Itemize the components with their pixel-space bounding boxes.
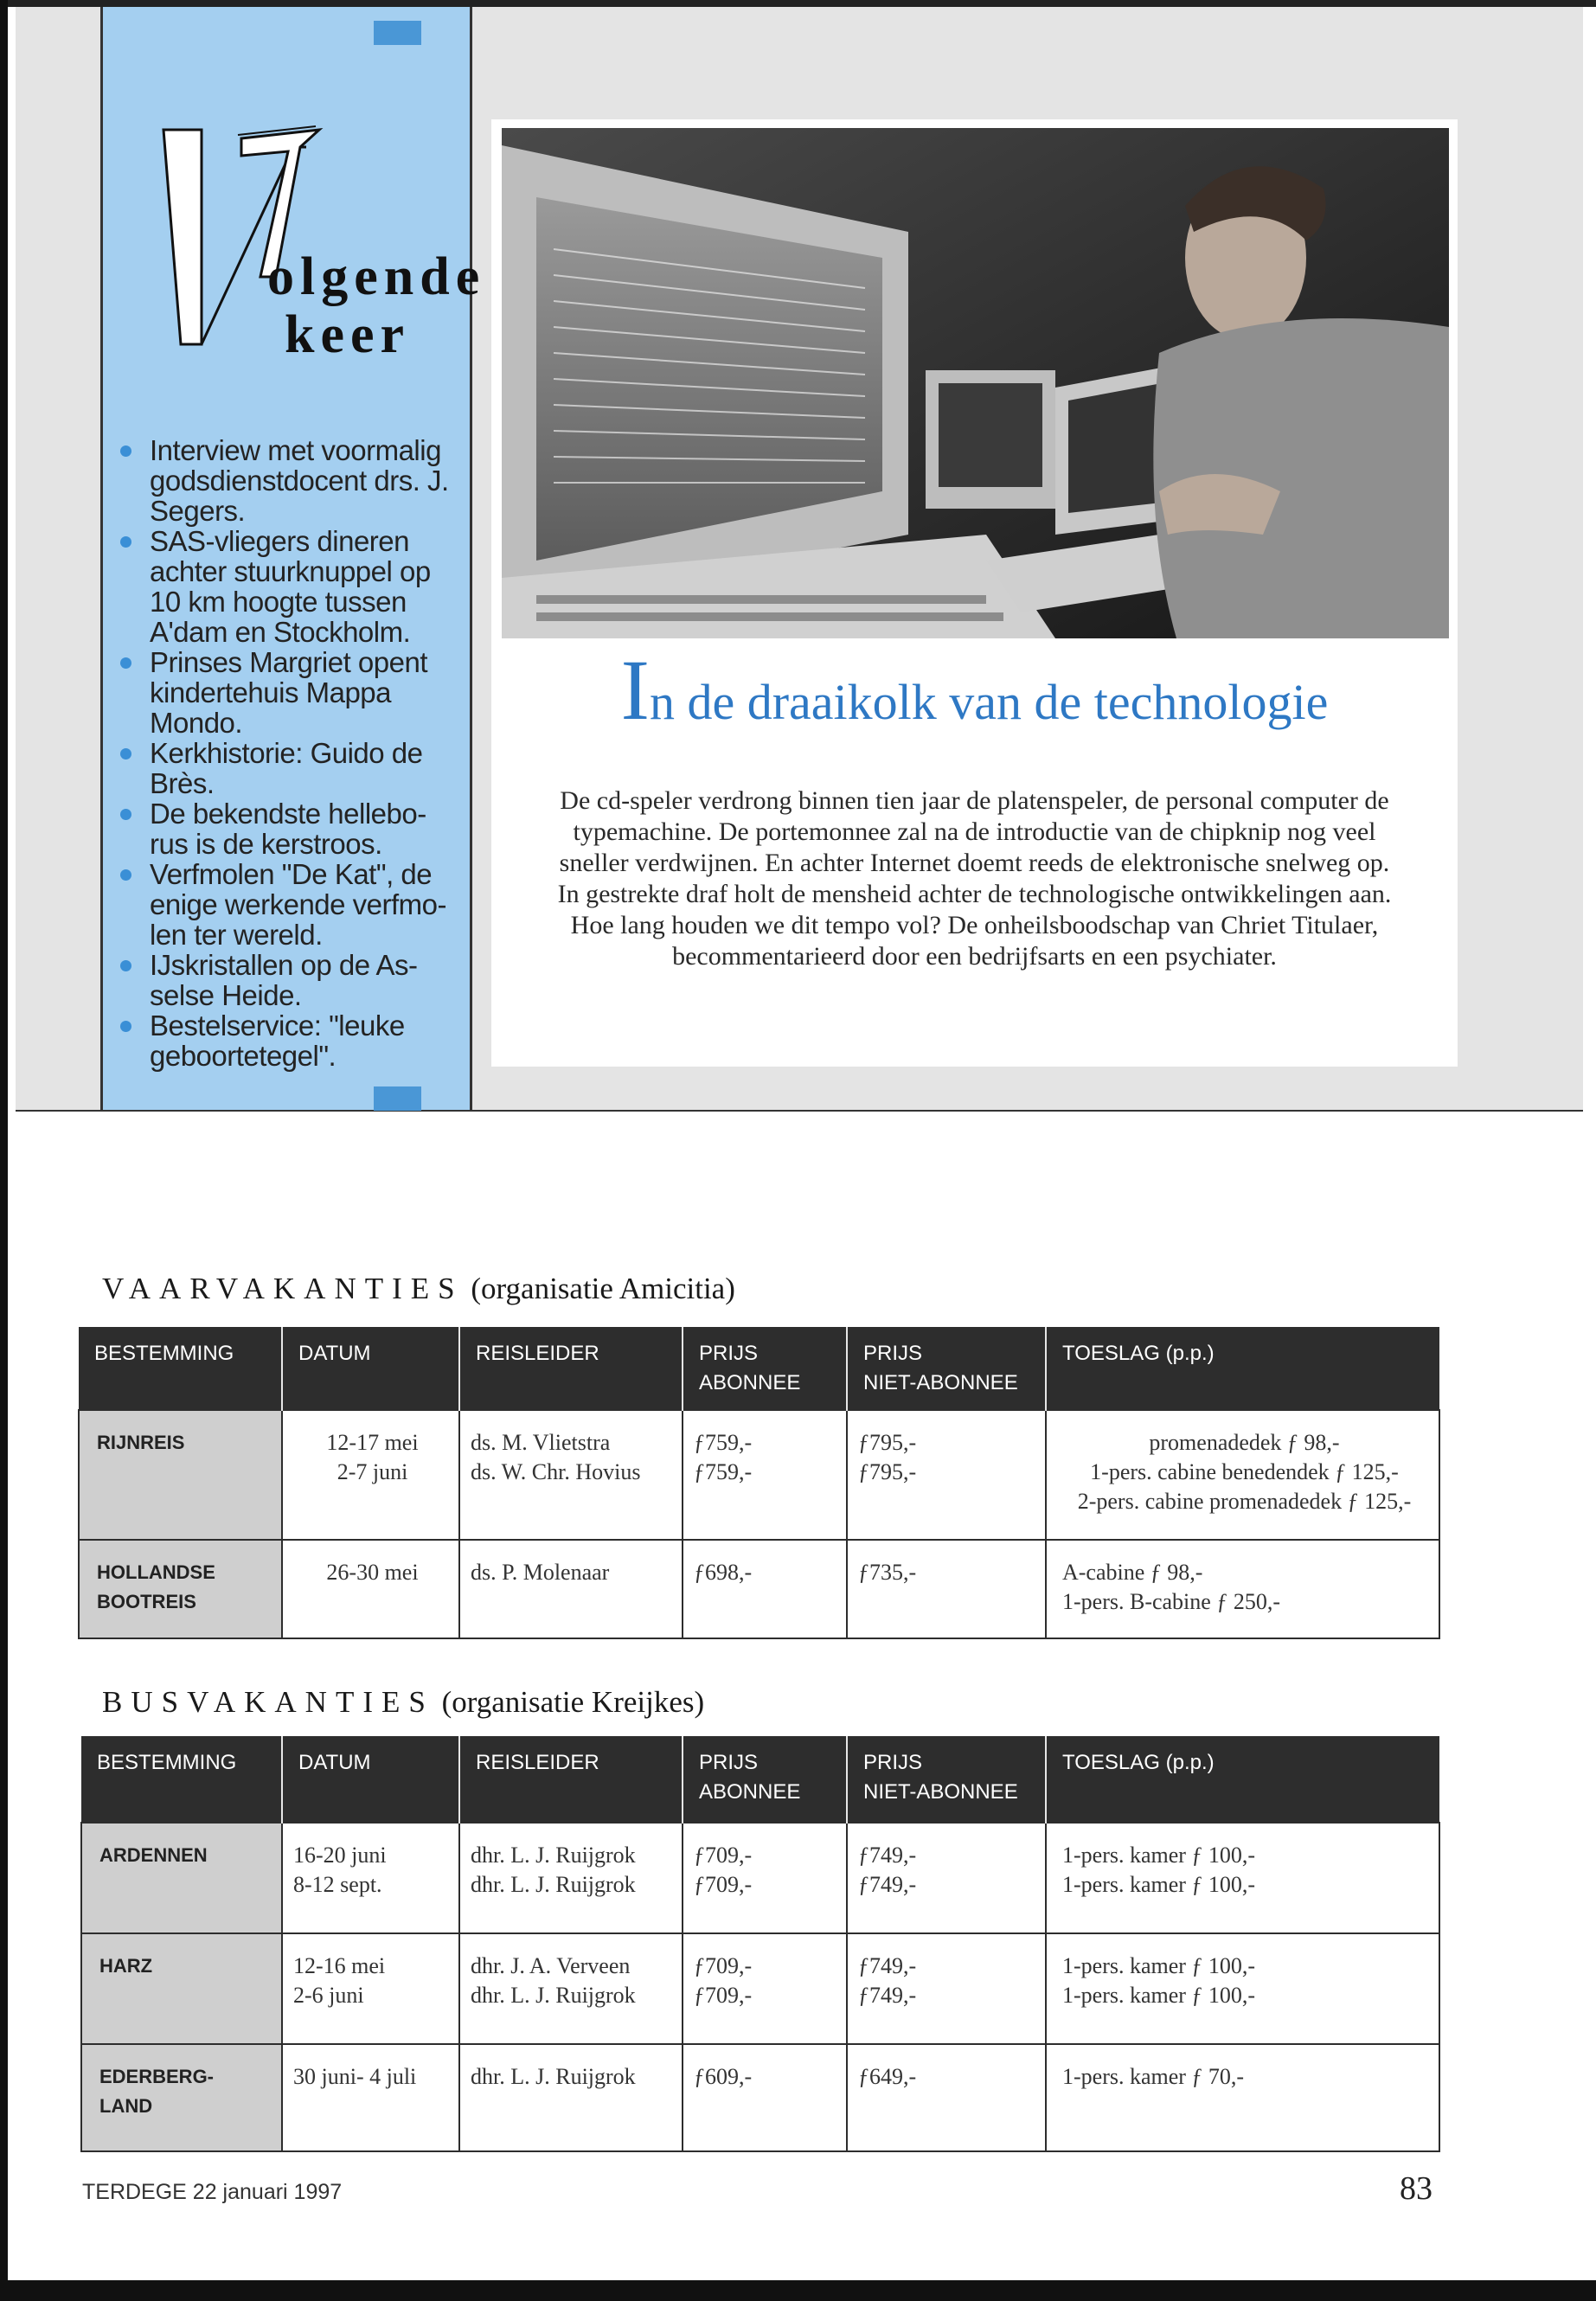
bullet-icon bbox=[120, 445, 131, 457]
list-item: Bestelservice: "leuke geboortetegel". bbox=[119, 1010, 465, 1071]
table-row bbox=[81, 1823, 1439, 1933]
article-intro: De cd-speler verdrong binnen tien jaar de platenspeler, de personal computer de typemachine. De portemonnee zal na de introductie van de chipknip nog veel sneller verdwijnen. En achter Internet doemt reeds de elektronische snelweg op. In gestrekte draf holt de mensheid achter de technologische ontwikkelingen aan. Hoe lang houden we dit tempo vol? De onheilsboodschap van Chriet Titulaer, becommentarieerd door een bedrijfsarts en een psychiater. bbox=[557, 786, 1392, 971]
destination-cell: ARDENNEN bbox=[81, 1823, 282, 1933]
bullet-icon bbox=[120, 748, 131, 760]
table-row bbox=[79, 1540, 1439, 1638]
guide-cell: dhr. L. J. Ruijgrok dhr. L. J. Ruijgrok bbox=[459, 1823, 683, 1933]
bullet-icon bbox=[120, 869, 131, 881]
volgende-keer-logo bbox=[146, 112, 486, 372]
price-subscriber-cell: ƒ609,- bbox=[683, 2044, 847, 2151]
destination-cell: HARZ bbox=[81, 1933, 282, 2044]
sidebar-tab-top bbox=[374, 21, 421, 45]
publication-footer: TERDEGE 22 januari 1997 bbox=[82, 2180, 343, 2204]
date-cell: 26-30 mei bbox=[282, 1540, 459, 1638]
vaarvakanties-table bbox=[78, 1327, 1440, 1639]
price-subscriber-cell: ƒ759,- ƒ759,- bbox=[683, 1410, 847, 1540]
list-item: IJskristallen op de As-selse Heide. bbox=[119, 950, 465, 1010]
guide-cell: ds. M. Vlietstra ds. W. Chr. Hovius bbox=[459, 1410, 683, 1540]
col-prijs-abonnee: PRIJS ABONNEE bbox=[683, 1327, 847, 1410]
page-left-edge bbox=[0, 0, 8, 2301]
bullet-icon bbox=[120, 1021, 131, 1032]
section-title-text: VAARVAKANTIES bbox=[102, 1272, 464, 1305]
col-prijs-abonnee: PRIJS ABONNEE bbox=[683, 1736, 847, 1823]
col-reisleider: REISLEIDER bbox=[459, 1736, 683, 1823]
list-item: Verfmolen "De Kat", de enige werkende verfmo-len ter wereld. bbox=[119, 859, 465, 950]
surcharge-cell: A-cabine ƒ 98,- 1-pers. B-cabine ƒ 250,- bbox=[1046, 1540, 1439, 1638]
date-cell: 16-20 juni 8-12 sept. bbox=[282, 1823, 459, 1933]
table-header-row bbox=[79, 1327, 1439, 1410]
article-card bbox=[491, 119, 1458, 1067]
col-toeslag: TOESLAG (p.p.) bbox=[1046, 1736, 1439, 1823]
headline-text: n de draaikolk van de technologie bbox=[649, 674, 1329, 730]
price-non-subscriber-cell: ƒ749,- ƒ749,- bbox=[847, 1823, 1046, 1933]
table-row bbox=[81, 2044, 1439, 2151]
bullet-icon bbox=[120, 657, 131, 669]
section-title-vaarvakanties bbox=[102, 1272, 735, 1306]
section-title-busvakanties bbox=[102, 1685, 704, 1720]
table-row bbox=[81, 1933, 1439, 2044]
list-item: Prinses Margriet opent kindertehuis Mappa Mondo. bbox=[119, 647, 465, 738]
page-top-edge bbox=[0, 0, 1596, 7]
article-headline bbox=[509, 642, 1440, 738]
surcharge-cell: promenadedek ƒ 98,- 1-pers. cabine benedendek ƒ 125,- 2-pers. cabine promenadedek ƒ 125,- bbox=[1046, 1410, 1439, 1540]
price-subscriber-cell: ƒ698,- bbox=[683, 1540, 847, 1638]
col-toeslag: TOESLAG (p.p.) bbox=[1046, 1327, 1439, 1410]
col-datum: DATUM bbox=[282, 1327, 459, 1410]
list-item: De bekendste hellebo-rus is de kerstroos. bbox=[119, 798, 465, 859]
surcharge-cell: 1-pers. kamer ƒ 70,- bbox=[1046, 2044, 1439, 2151]
price-subscriber-cell: ƒ709,- ƒ709,- bbox=[683, 1823, 847, 1933]
section-title-text: BUSVAKANTIES bbox=[102, 1685, 434, 1719]
price-subscriber-cell: ƒ709,- ƒ709,- bbox=[683, 1933, 847, 2044]
table-row bbox=[79, 1410, 1439, 1540]
page-bottom-edge bbox=[0, 2280, 1596, 2301]
destination-cell: HOLLANDSE BOOTREIS bbox=[79, 1540, 282, 1638]
bullet-icon bbox=[120, 536, 131, 548]
page-number: 83 bbox=[1400, 2170, 1433, 2207]
price-non-subscriber-cell: ƒ749,- ƒ749,- bbox=[847, 1933, 1046, 2044]
photo-illustration bbox=[502, 128, 1449, 638]
col-bestemming: BESTEMMING bbox=[79, 1327, 282, 1410]
next-issue-list bbox=[119, 435, 465, 1071]
busvakanties-table bbox=[80, 1736, 1440, 2152]
col-datum: DATUM bbox=[282, 1736, 459, 1823]
list-item: SAS-vliegers dineren achter stuurknuppel op 10 km hoogte tussen A'dam en Stockholm. bbox=[119, 526, 465, 647]
col-prijs-niet-abonnee: PRIJS NIET-ABONNEE bbox=[847, 1327, 1046, 1410]
section-organisation: (organisatie Kreijkes) bbox=[441, 1685, 705, 1719]
col-bestemming: BESTEMMING bbox=[81, 1736, 282, 1823]
bullet-icon bbox=[120, 960, 131, 971]
logo-word-keer: keer bbox=[285, 305, 411, 364]
list-item: Interview met voormalig godsdienstdocent drs. J. Segers. bbox=[119, 435, 465, 526]
price-non-subscriber-cell: ƒ649,- bbox=[847, 2044, 1046, 2151]
price-non-subscriber-cell: ƒ735,- bbox=[847, 1540, 1046, 1638]
next-issue-sidebar bbox=[100, 7, 486, 1110]
col-reisleider: REISLEIDER bbox=[459, 1327, 683, 1410]
date-cell: 30 juni- 4 juli bbox=[282, 2044, 459, 2151]
list-item: Kerkhistorie: Guido de Brès. bbox=[119, 738, 465, 798]
table-header-row bbox=[81, 1736, 1439, 1823]
guide-cell: dhr. L. J. Ruijgrok bbox=[459, 2044, 683, 2151]
guide-cell: dhr. J. A. Verveen dhr. L. J. Ruijgrok bbox=[459, 1933, 683, 2044]
section-organisation: (organisatie Amicitia) bbox=[471, 1272, 735, 1305]
bullet-icon bbox=[120, 809, 131, 820]
surcharge-cell: 1-pers. kamer ƒ 100,- 1-pers. kamer ƒ 100,- bbox=[1046, 1933, 1439, 2044]
col-prijs-niet-abonnee: PRIJS NIET-ABONNEE bbox=[847, 1736, 1046, 1823]
headline-drop-cap: I bbox=[620, 642, 650, 738]
date-cell: 12-17 mei 2-7 juni bbox=[282, 1410, 459, 1540]
destination-cell: EDERBERG- LAND bbox=[81, 2044, 282, 2151]
feature-panel bbox=[16, 7, 1583, 1112]
computer-user-photo bbox=[502, 128, 1449, 638]
sidebar-tab-bottom bbox=[374, 1086, 421, 1111]
surcharge-cell: 1-pers. kamer ƒ 100,- 1-pers. kamer ƒ 100,- bbox=[1046, 1823, 1439, 1933]
destination-cell: RIJNREIS bbox=[79, 1410, 282, 1540]
price-non-subscriber-cell: ƒ795,- ƒ795,- bbox=[847, 1410, 1046, 1540]
guide-cell: ds. P. Molenaar bbox=[459, 1540, 683, 1638]
logo-word-volgende: olgende bbox=[267, 247, 486, 306]
date-cell: 12-16 mei 2-6 juni bbox=[282, 1933, 459, 2044]
